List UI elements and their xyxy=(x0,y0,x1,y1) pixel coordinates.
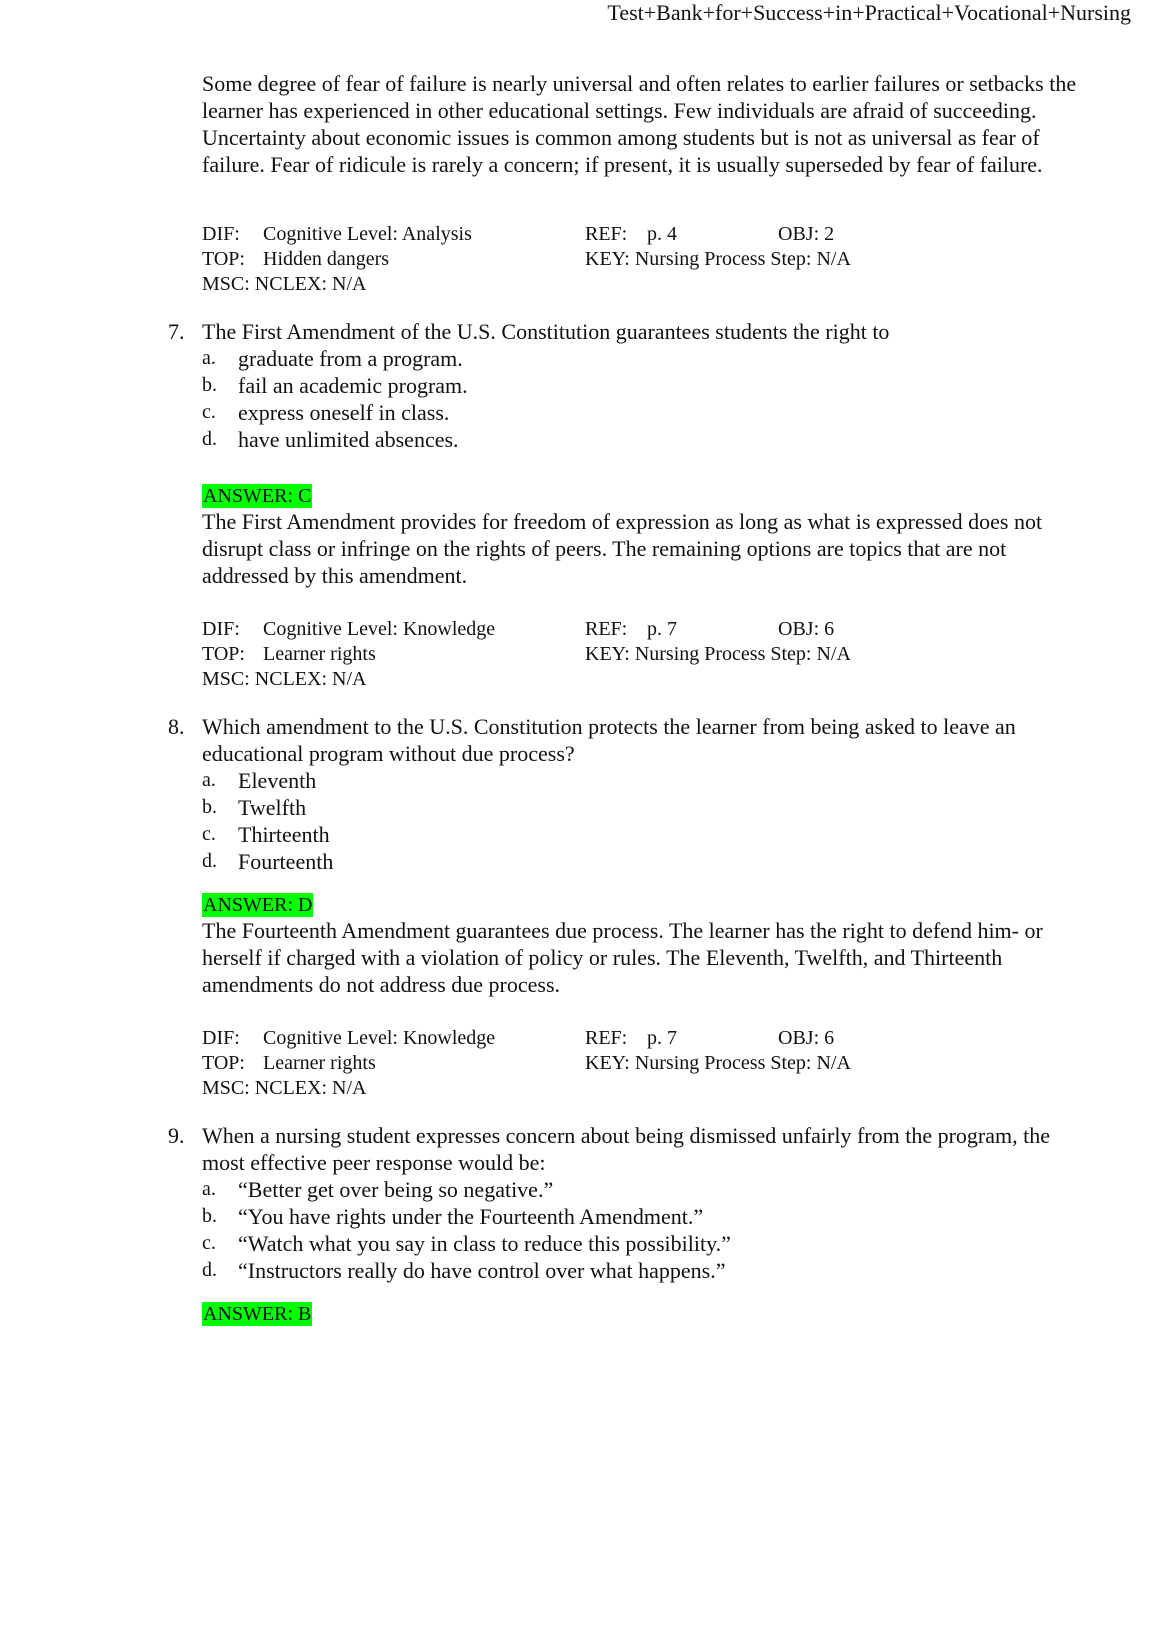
choice-letter: c. xyxy=(202,401,216,423)
document-header: Test+Bank+for+Success+in+Practical+Vocational+Nursing xyxy=(607,0,1131,25)
obj-value: OBJ: 6 xyxy=(778,1027,835,1049)
question-stem: Which amendment to the U.S. Constitution protects the learner from being asked to leave an educational program without due process? xyxy=(202,714,1016,766)
q6-rationale: Some degree of fear of failure is nearly universal and often relates to earlier failures or setbacks the learner has experienced in other educational settings. Few individuals are afraid of succeeding. Uncertainty about economic issues is common among students but is not as universal as fear of failure. Fear of ridicule is rarely a concern; if present, it is usually superseded by fear of failure. xyxy=(202,71,1077,177)
ref-value: p. 7 xyxy=(647,1027,677,1049)
ref-value: p. 7 xyxy=(647,618,677,640)
key-value: KEY: Nursing Process Step: N/A xyxy=(585,1052,851,1074)
q6-metadata xyxy=(202,222,1102,297)
msc-value: MSC: NCLEX: N/A xyxy=(202,273,367,295)
choice-text: “Better get over being so negative.” xyxy=(238,1177,554,1202)
top-label: TOP: xyxy=(202,643,245,665)
choice-a xyxy=(168,1176,1098,1203)
choice-text: fail an academic program. xyxy=(238,373,468,398)
answer-highlight: ANSWER: B xyxy=(203,1303,312,1325)
dif-label: DIF: xyxy=(202,618,240,640)
question-number: 9. xyxy=(168,1123,185,1148)
choice-letter: d. xyxy=(202,1259,217,1281)
top-value: Hidden dangers xyxy=(263,248,390,270)
choice-a xyxy=(168,345,1098,372)
choice-c xyxy=(168,821,1098,848)
top-label: TOP: xyxy=(202,248,245,270)
top-value: Learner rights xyxy=(263,643,376,665)
msc-value: MSC: NCLEX: N/A xyxy=(202,668,367,690)
choice-text: express oneself in class. xyxy=(238,400,450,425)
key-value: KEY: Nursing Process Step: N/A xyxy=(585,248,851,270)
choice-text: Twelfth xyxy=(238,795,307,820)
choice-text: graduate from a program. xyxy=(238,346,463,371)
choice-d xyxy=(168,1257,1098,1284)
choice-letter: c. xyxy=(202,1232,216,1254)
choice-text: “You have rights under the Fourteenth Amendment.” xyxy=(238,1204,704,1229)
choice-d xyxy=(168,426,1098,453)
dif-value: Cognitive Level: Knowledge xyxy=(263,618,496,640)
question-8 xyxy=(168,713,1098,875)
question-number: 8. xyxy=(168,714,185,739)
choice-c xyxy=(168,1230,1098,1257)
choice-text: Thirteenth xyxy=(238,822,330,847)
ref-label: REF: xyxy=(585,223,628,245)
question-number: 7. xyxy=(168,319,185,344)
ref-label: REF: xyxy=(585,618,628,640)
choice-letter: d. xyxy=(202,850,217,872)
question-7 xyxy=(168,318,1098,453)
choice-letter: c. xyxy=(202,823,216,845)
choice-text: Eleventh xyxy=(238,768,317,793)
dif-value: Cognitive Level: Analysis xyxy=(263,223,472,245)
ref-value: p. 4 xyxy=(647,223,677,245)
question-stem: The First Amendment of the U.S. Constitution guarantees students the right to xyxy=(202,319,890,344)
ref-label: REF: xyxy=(585,1027,628,1049)
q7-rationale: The First Amendment provides for freedom of expression as long as what is expressed does not disrupt class or infringe on the rights of peers. The remaining options are topics that are not addressed by this amendment. xyxy=(202,509,1043,588)
q8-rationale: The Fourteenth Amendment guarantees due process. The learner has the right to defend him- or herself if charged with a violation of policy or rules. The Eleventh, Twelfth, and Thirteenth amendments do not address due process. xyxy=(202,918,1043,997)
choice-c xyxy=(168,399,1098,426)
choice-letter: a. xyxy=(202,1178,216,1200)
top-value: Learner rights xyxy=(263,1052,376,1074)
choice-text: “Instructors really do have control over what happens.” xyxy=(238,1258,726,1283)
choice-b xyxy=(168,1203,1098,1230)
choice-letter: a. xyxy=(202,769,216,791)
answer-highlight: ANSWER: C xyxy=(203,485,312,507)
choice-letter: d. xyxy=(202,428,217,450)
choice-letter: b. xyxy=(202,1205,217,1227)
choice-d xyxy=(168,848,1098,875)
dif-label: DIF: xyxy=(202,1027,240,1049)
q7-metadata xyxy=(202,617,1102,692)
key-value: KEY: Nursing Process Step: N/A xyxy=(585,643,851,665)
question-stem: When a nursing student expresses concern about being dismissed unfairly from the program, the most effective peer response would be: xyxy=(202,1123,1050,1175)
obj-value: OBJ: 6 xyxy=(778,618,835,640)
choice-letter: a. xyxy=(202,347,216,369)
choice-letter: b. xyxy=(202,374,217,396)
choice-text: “Watch what you say in class to reduce this possibility.” xyxy=(238,1231,731,1256)
q8-metadata xyxy=(202,1026,1102,1101)
choice-b xyxy=(168,372,1098,399)
msc-value: MSC: NCLEX: N/A xyxy=(202,1077,367,1099)
dif-label: DIF: xyxy=(202,223,240,245)
choice-text: have unlimited absences. xyxy=(238,427,459,452)
choice-letter: b. xyxy=(202,796,217,818)
answer-highlight: ANSWER: D xyxy=(203,894,313,916)
choice-b xyxy=(168,794,1098,821)
top-label: TOP: xyxy=(202,1052,245,1074)
dif-value: Cognitive Level: Knowledge xyxy=(263,1027,496,1049)
choice-text: Fourteenth xyxy=(238,849,334,874)
obj-value: OBJ: 2 xyxy=(778,223,835,245)
question-9 xyxy=(168,1122,1098,1284)
choice-a xyxy=(168,767,1098,794)
